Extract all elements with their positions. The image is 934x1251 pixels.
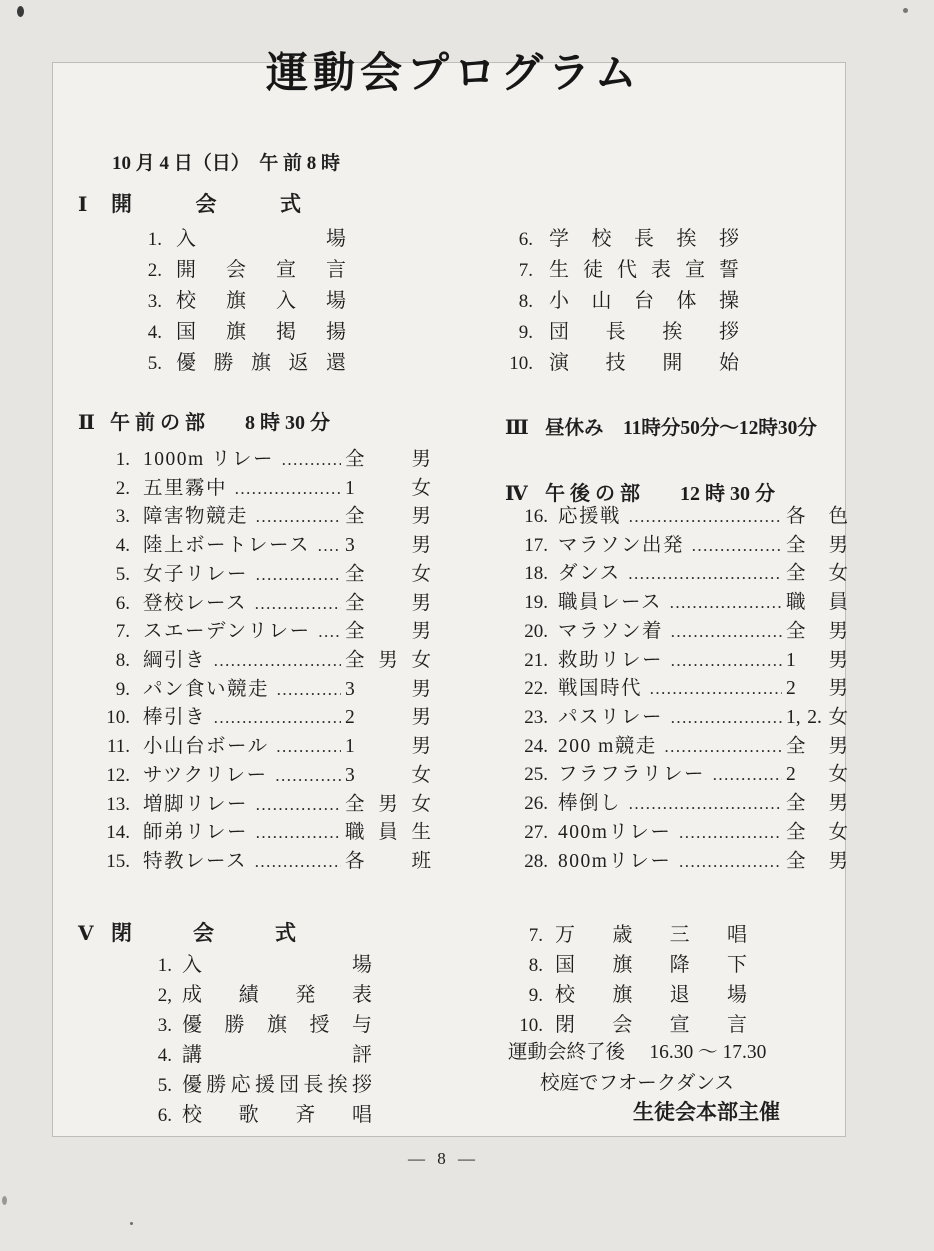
ceremony-item [495, 284, 739, 315]
item-number: 3. [157, 1015, 172, 1036]
event-row [505, 615, 848, 644]
event-name: 救助リレー [558, 649, 664, 671]
item-number: 10. [509, 353, 533, 374]
item-number: 8. [528, 955, 543, 976]
event-number: 28. [524, 850, 548, 872]
item-number: 1. [157, 955, 172, 976]
event-row [99, 472, 431, 501]
event-row [505, 557, 848, 586]
ceremony-item [485, 1008, 747, 1038]
section-lunch-heading [505, 412, 817, 440]
event-row [99, 816, 431, 845]
event-row [99, 443, 431, 472]
ceremony-item [495, 346, 739, 377]
event-participants: 3 男 [345, 535, 431, 557]
item-name: 生徒代表宣誓 [549, 259, 739, 281]
morning-event-list [99, 443, 431, 874]
event-row [99, 845, 431, 874]
scan-speck [903, 8, 908, 13]
opening-left-list [120, 222, 346, 377]
event-row [99, 500, 431, 529]
item-name: 国旗掲揚 [176, 321, 346, 343]
item-name: 入場 [182, 954, 372, 976]
event-participants: 1, 2. 女 [786, 707, 848, 729]
after-event-note: 運動会終了後 16.30 ～ 17.30 [508, 1042, 767, 1063]
item-number: 7. [528, 925, 543, 946]
event-row [99, 759, 431, 788]
event-number: 23. [524, 707, 548, 729]
section-opening-heading [78, 188, 301, 218]
scan-speck [130, 1222, 133, 1225]
event-number: 18. [524, 563, 548, 585]
ceremony-item [485, 948, 747, 978]
event-row [99, 701, 431, 730]
event-name: 陸上ボートレース [143, 535, 311, 557]
ceremony-item [120, 315, 346, 346]
event-name: 特教レース [143, 851, 248, 873]
event-participants: 全 男 [786, 735, 848, 757]
dot-leader [628, 564, 782, 584]
event-participants: 全 男 [345, 621, 431, 643]
item-number: 6. [157, 1105, 172, 1126]
ceremony-item [495, 315, 739, 346]
item-number: 10. [519, 1015, 543, 1036]
event-participants: 2 男 [786, 678, 848, 700]
dot-leader [318, 622, 341, 642]
section-numeral: Ⅲ [505, 418, 529, 439]
ceremony-item [120, 253, 346, 284]
event-row [99, 529, 431, 558]
event-row [505, 586, 848, 615]
event-number: 6. [115, 592, 130, 614]
dot-leader [255, 823, 341, 843]
ceremony-item [95, 1068, 372, 1098]
event-name: 師弟リレー [143, 822, 249, 844]
section-numeral: Ⅰ [78, 194, 88, 216]
ceremony-item [95, 1008, 372, 1038]
item-number: 2. [147, 260, 162, 281]
section-numeral: Ⅴ [78, 923, 94, 945]
item-name: 国旗降下 [555, 954, 747, 976]
event-number: 21. [524, 649, 548, 671]
page-title: 運動会プログラム [266, 49, 642, 96]
dot-leader [255, 507, 341, 527]
event-number: 17. [524, 534, 548, 556]
event-row [505, 758, 848, 787]
ceremony-item [95, 1098, 372, 1128]
event-number: 7. [115, 621, 130, 643]
event-row [99, 558, 431, 587]
event-name: スエーデンリレー [143, 621, 311, 643]
event-participants: 1 男 [786, 649, 848, 671]
event-row [505, 787, 848, 816]
event-name: フラフラリレー [558, 764, 706, 786]
ceremony-item [120, 284, 346, 315]
event-row [505, 845, 848, 874]
item-number: 9. [528, 985, 543, 1006]
item-name: 成績発表 [182, 984, 372, 1006]
event-number: 14. [106, 822, 130, 844]
event-name: 増脚リレー [143, 793, 249, 815]
dot-leader [669, 593, 782, 613]
dot-leader [276, 680, 341, 700]
item-number: 5. [157, 1075, 172, 1096]
event-number: 16. [524, 506, 548, 527]
event-participants: 全 男 [345, 592, 431, 614]
event-number: 9. [115, 678, 130, 700]
item-name: 演技開始 [549, 352, 739, 374]
dot-leader [255, 795, 341, 815]
dot-leader [317, 536, 341, 556]
item-name: 万歳三唱 [555, 924, 747, 946]
event-participants: 全 男 [786, 850, 848, 872]
event-participants: 1 女 [345, 477, 431, 499]
ceremony-item [95, 948, 372, 978]
item-name: 優勝旗返還 [176, 352, 346, 374]
opening-right-list [495, 222, 739, 377]
event-name: 1000m リレー [143, 449, 275, 470]
section-morning-heading [78, 406, 330, 435]
event-row [505, 529, 848, 558]
event-participants: 2 女 [786, 764, 848, 786]
event-participants: 全 男 [345, 449, 431, 470]
event-number: 20. [524, 620, 548, 642]
item-number: 7. [518, 260, 533, 281]
event-row [99, 788, 431, 817]
item-name: 入場 [176, 228, 346, 250]
organizer-note: 生徒会本部主催 [633, 1100, 780, 1124]
event-participants: 全 女 [786, 563, 848, 585]
dot-leader [234, 479, 341, 499]
ceremony-item [485, 918, 747, 948]
item-name: 学校長挨拶 [549, 228, 739, 250]
event-row [505, 730, 848, 759]
event-name: パン食い競走 [143, 678, 270, 700]
event-name: 職員レース [558, 592, 663, 614]
event-row [99, 730, 431, 759]
event-name: マラソン着 [558, 620, 664, 642]
event-name: 小山台ボール [143, 736, 269, 758]
event-name: マラソン出発 [558, 534, 685, 556]
event-row [99, 587, 431, 616]
item-name: 閉会宣言 [555, 1014, 747, 1036]
item-number: 3. [147, 291, 162, 312]
item-name: 開会宣言 [176, 259, 346, 281]
page-number: — 8 — [408, 1149, 479, 1168]
event-participants: 全 男 [786, 620, 848, 642]
event-participants: 全 男 女 [345, 650, 431, 672]
event-number: 5. [115, 563, 130, 585]
scan-speck [2, 1196, 7, 1205]
event-row [505, 672, 848, 701]
event-number: 4. [115, 535, 130, 557]
event-row [505, 816, 848, 845]
event-number: 10. [106, 707, 130, 729]
event-participants: 全 女 [345, 563, 431, 585]
item-name: 講評 [182, 1044, 372, 1066]
ceremony-item [495, 253, 739, 284]
ceremony-item [95, 1038, 372, 1068]
dot-leader [254, 594, 341, 614]
event-participants: 職 員 生 [345, 822, 431, 844]
item-name: 優勝応援団長挨拶 [182, 1074, 372, 1096]
item-number: 5. [147, 353, 162, 374]
event-number: 26. [524, 793, 548, 815]
section-numeral: Ⅳ [505, 483, 528, 505]
event-row [505, 701, 848, 730]
dot-leader [213, 651, 341, 671]
closing-left-list [95, 948, 372, 1128]
dot-leader [628, 507, 782, 527]
event-participants: 全 男 [786, 793, 848, 815]
dot-leader [255, 565, 341, 585]
event-number: 3. [115, 506, 130, 528]
section-name: 午 前 の 部 8 時 30 分 [110, 412, 330, 434]
event-participants: 各 色 [786, 506, 848, 527]
section-closing-heading [78, 917, 296, 947]
dot-leader [213, 708, 341, 728]
dot-leader [670, 651, 782, 671]
dot-leader [628, 794, 782, 814]
item-name: 団長挨拶 [549, 321, 739, 343]
event-participants: 2 男 [345, 707, 431, 729]
section-name: 開会式 [111, 192, 301, 216]
ceremony-item [120, 222, 346, 253]
event-name: パスリレー [558, 707, 664, 729]
event-participants: 職 員 [786, 592, 848, 614]
closing-right-list [485, 918, 747, 1038]
section-name: 昼休み 11時分50分～12時30分 [545, 418, 817, 439]
folk-dance-note: 校庭でフオークダンス [540, 1073, 735, 1094]
dot-leader [276, 737, 341, 757]
dot-leader [664, 737, 782, 757]
dot-leader [691, 536, 782, 556]
event-number: 15. [106, 851, 130, 873]
dot-leader [670, 708, 782, 728]
dot-leader [254, 852, 341, 872]
afternoon-event-list [505, 500, 848, 873]
event-row [99, 615, 431, 644]
event-number: 2. [115, 477, 130, 499]
event-number: 24. [524, 735, 548, 757]
event-name: 800mリレー [558, 850, 672, 872]
event-participants: 3 女 [345, 764, 431, 786]
event-name: 応援戦 [558, 506, 622, 527]
event-number: 25. [524, 764, 548, 786]
scan-speck [17, 6, 24, 17]
event-name: 200 m競走 [558, 735, 657, 757]
event-number: 12. [106, 764, 130, 786]
event-participants: 全 男 [786, 534, 848, 556]
dot-leader [678, 852, 782, 872]
event-name: 棒倒し [558, 793, 622, 815]
event-participants: 全 女 [786, 821, 848, 843]
item-name: 優勝旗授与 [182, 1014, 372, 1036]
dot-leader [670, 622, 782, 642]
event-number: 13. [106, 793, 130, 815]
dot-leader [712, 765, 782, 785]
event-number: 8. [115, 650, 130, 672]
item-number: 6. [518, 229, 533, 250]
dot-leader [678, 823, 782, 843]
event-name: 障害物競走 [143, 506, 249, 528]
ceremony-item [485, 978, 747, 1008]
event-name: 五里霧中 [143, 477, 228, 499]
event-name: 登校レース [143, 592, 248, 614]
event-row [99, 644, 431, 673]
item-number: 4. [147, 322, 162, 343]
event-number: 27. [524, 821, 548, 843]
item-name: 校歌斉唱 [182, 1104, 372, 1126]
event-participants: 1 男 [345, 736, 431, 758]
event-row [99, 673, 431, 702]
item-number: 1. [147, 229, 162, 250]
event-participants: 3 男 [345, 678, 431, 700]
event-name: 綱引き [143, 650, 207, 672]
event-name: 棒引き [143, 707, 207, 729]
section-name: 午 後 の 部 12 時 30 分 [545, 483, 775, 505]
item-number: 2, [157, 985, 172, 1006]
item-name: 校旗入場 [176, 290, 346, 312]
dot-leader [275, 766, 341, 786]
event-number: 22. [524, 678, 548, 700]
event-name: 戦国時代 [558, 678, 643, 700]
event-number: 19. [524, 592, 548, 614]
item-name: 校旗退場 [555, 984, 747, 1006]
event-participants: 全 男 女 [345, 793, 431, 815]
event-row [505, 500, 848, 529]
item-name: 小山台体操 [549, 290, 739, 312]
ceremony-item [495, 222, 739, 253]
item-number: 8. [518, 291, 533, 312]
dot-leader [649, 679, 782, 699]
event-number: 11. [106, 736, 130, 758]
event-name: 女子リレー [143, 563, 249, 585]
event-name: ダンス [558, 563, 621, 585]
event-participants: 全 男 [345, 506, 431, 528]
item-number: 9. [518, 322, 533, 343]
dot-leader [281, 450, 341, 470]
item-number: 4. [157, 1045, 172, 1066]
section-name: 閉会式 [111, 921, 296, 945]
section-numeral: Ⅱ [78, 412, 95, 434]
ceremony-item [120, 346, 346, 377]
date-line: 10 月 4 日（日） 午 前 8 時 [112, 153, 341, 174]
event-row [505, 644, 848, 673]
ceremony-item [95, 978, 372, 1008]
event-participants: 各 班 [345, 851, 431, 873]
event-name: 400mリレー [558, 821, 672, 843]
event-number: 1. [115, 449, 130, 470]
event-name: サツクリレー [143, 764, 268, 786]
